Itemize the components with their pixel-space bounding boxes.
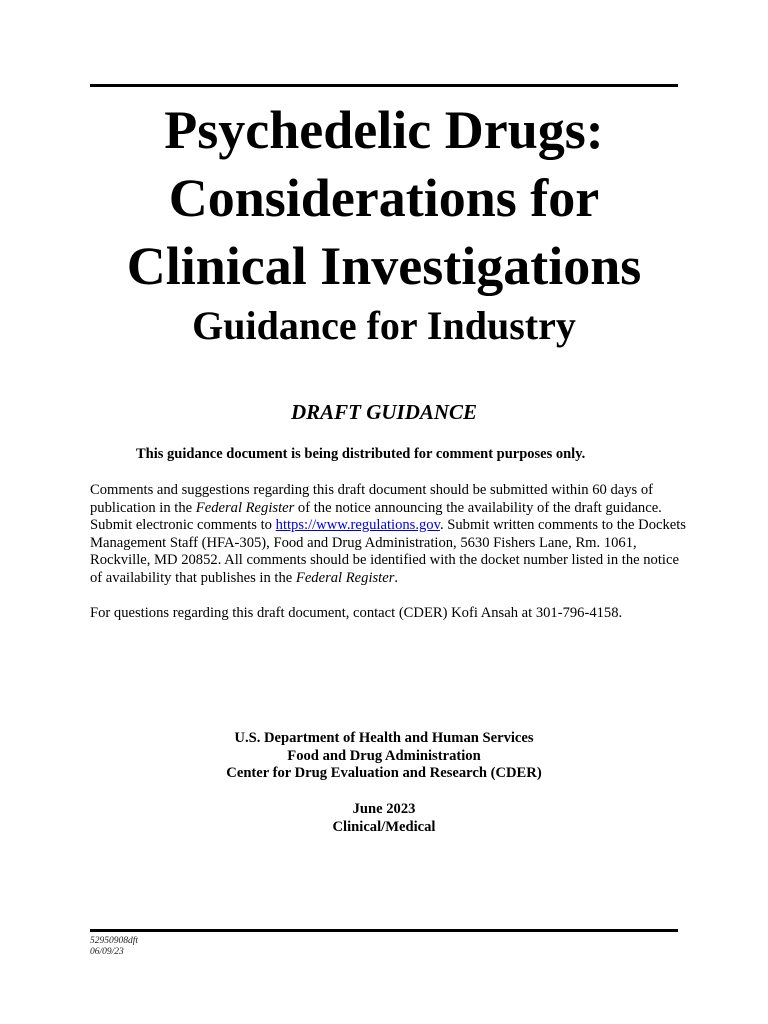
top-rule — [90, 84, 678, 87]
title-line-1: Psychedelic Drugs: — [164, 100, 604, 160]
date-block — [60, 801, 708, 836]
agency-fda: Food and Drug Administration — [287, 747, 481, 764]
document-subtitle: Guidance for Industry — [192, 303, 576, 348]
draft-guidance-label: DRAFT GUIDANCE — [290, 400, 478, 424]
regulations-gov-link[interactable]: https://www.regulations.gov — [275, 517, 440, 534]
agency-hhs: U.S. Department of Health and Human Services — [234, 730, 534, 746]
document-id-footer — [90, 936, 138, 958]
federal-register-ref-2: Federal Register — [295, 569, 395, 586]
comments-paragraph — [90, 482, 690, 588]
comments-text-mid-2: . Submit written comments to the Dockets Management Staff (HFA-305), Food and Drug Administration, 5630 Fishers Lane, Rm. 1061, Rockville, MD 20852. All comments should be identified with the docket number listed in the notice of availability that publishes in the — [90, 517, 686, 586]
doc-date: 06/09/23 — [90, 947, 124, 957]
comments-text-end: . — [394, 569, 399, 586]
title-line-2: Considerations for — [168, 168, 600, 228]
comment-purpose-notice: This guidance document is being distributed for comment purposes only. — [136, 446, 586, 462]
bottom-rule — [90, 929, 678, 932]
questions-paragraph: For questions regarding this draft document, contact (CDER) Kofi Ansah at 301-796-4158. — [90, 605, 623, 621]
comments-text-lead: Comments and suggestions regarding this draft document should be submitted within 60 days of publication in the — [90, 482, 654, 516]
comments-text-mid-1: of the notice announcing the availability of the draft guidance. Submit electronic comments to — [90, 499, 662, 534]
federal-register-ref-1: Federal Register — [195, 499, 295, 516]
document-category: Clinical/Medical — [332, 818, 436, 835]
agency-block — [60, 730, 708, 783]
document-title — [60, 96, 708, 300]
agency-cder: Center for Drug Evaluation and Research (CDER) — [226, 765, 542, 782]
doc-id: 52950908dft — [90, 936, 139, 946]
title-line-3: Clinical Investigations — [126, 236, 642, 296]
publication-date: June 2023 — [352, 801, 416, 817]
